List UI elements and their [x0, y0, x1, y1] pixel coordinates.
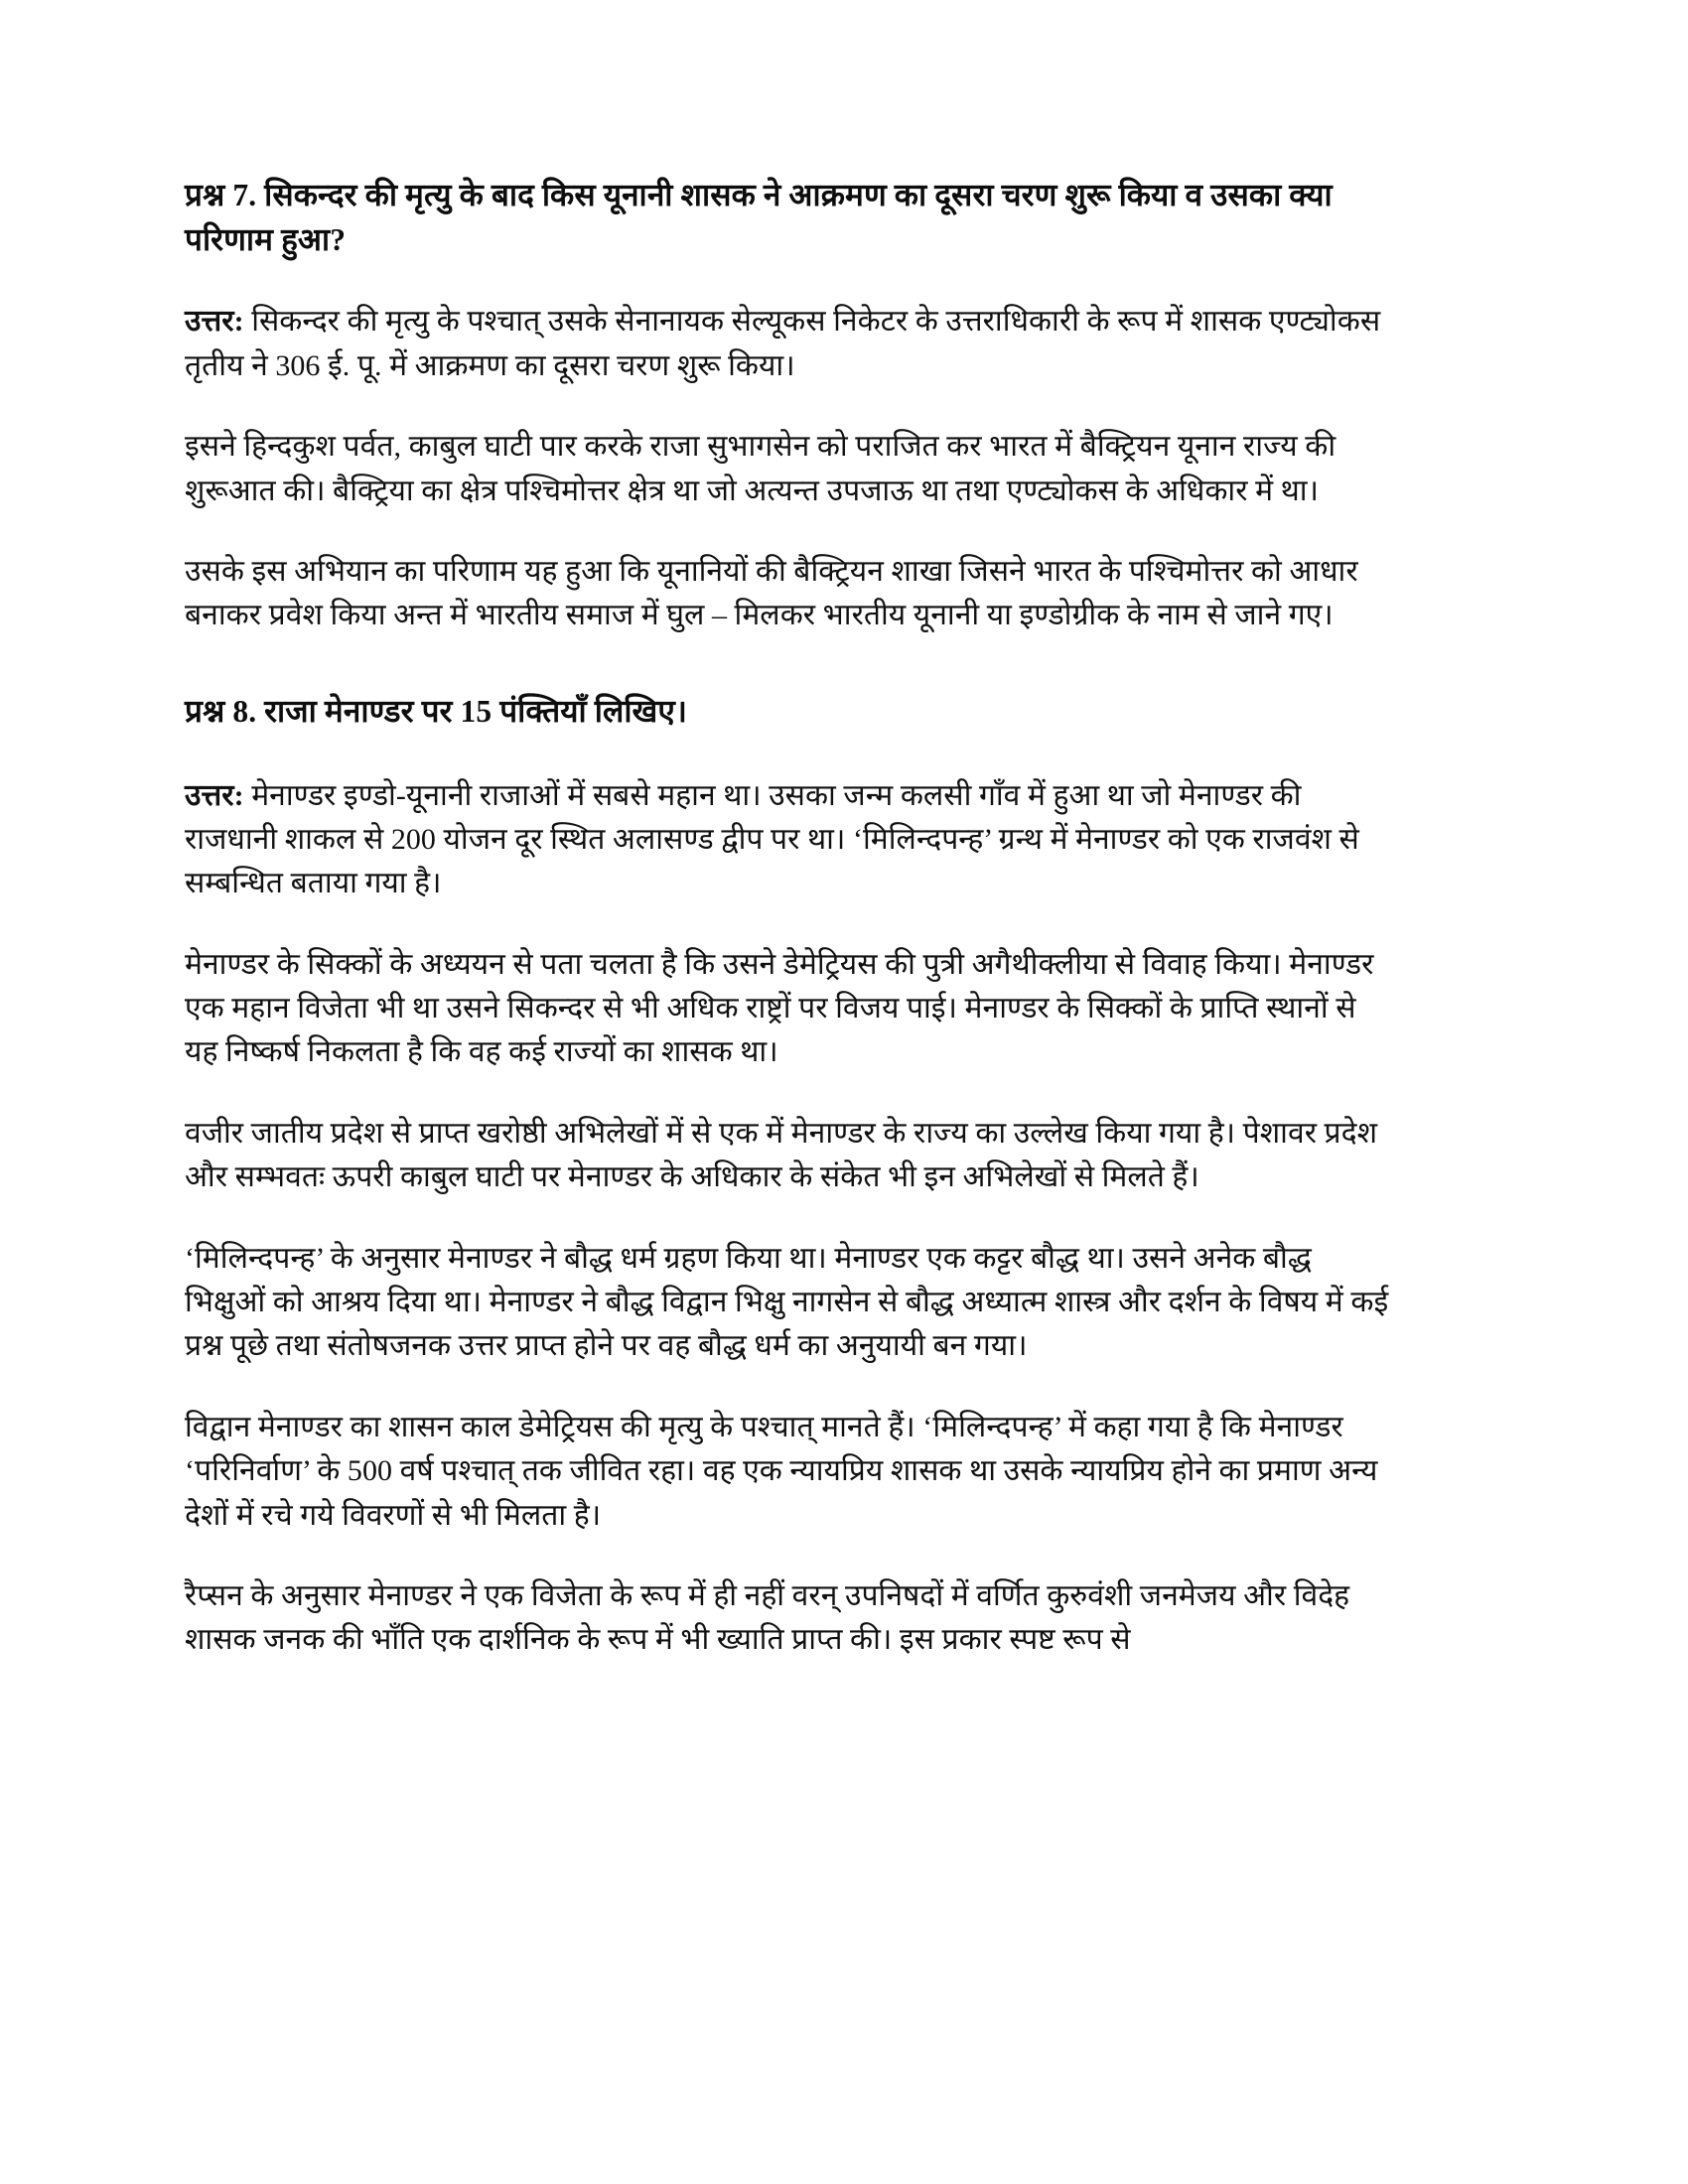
question-8-answer-text-1: मेनाण्डर इण्डो-यूनानी राजाओं में सबसे महान था। उसका जन्म कलसी गाँव में हुआ था जो मेनाण्डर की राजधानी शाकल से 200 योजन दूर स्थित अलासण्ड द्वीप पर था। ‘मिलिन्दपन्ह’ ग्रन्थ में मेनाण्डर को एक राजवंश से सम्बन्धित बताया गया है। [185, 778, 1359, 900]
question-7-answer-paragraph-1 [185, 300, 1391, 388]
question-8-answer-paragraph-4: ‘मिलिन्दपन्ह’ के अनुसार मेनाण्डर ने बौद्ध धर्म ग्रहण किया था। मेनाण्डर एक कट्टर बौद्ध था। उसने अनेक बौद्ध भिक्षुओं को आश्रय दिया था। मेनाण्डर ने बौद्ध विद्वान भिक्षु नागसेन से बौद्ध अध्यात्म शास्त्र और दर्शन के विषय में कई प्रश्न पूछे तथा संतोषजनक उत्तर प्राप्त होने पर वह बौद्ध धर्म का अनुयायी बन गया। [185, 1241, 1389, 1363]
question-7-heading: प्रश्न 7. सिकन्दर की मृत्यु के बाद किस यूनानी शासक ने आक्रमण का दूसरा चरण शुरू किया व उसका क्या परिणाम हुआ? [185, 178, 1333, 257]
question-8-answer-paragraph-3: वजीर जातीय प्रदेश से प्राप्त खरोष्ठी अभिलेखों में से एक में मेनाण्डर के राज्य का उल्लेख किया गया है। पेशावर प्रदेश और सम्भवतः ऊपरी काबुल घाटी पर मेनाण्डर के अधिकार के संकेत भी इन अभिलेखों से मिलते हैं। [185, 1116, 1378, 1194]
answer-label-q8: उत्तर: [185, 778, 244, 812]
question-7-answer-paragraph-3: उसके इस अभियान का परिणाम यह हुआ कि यूनानियों की बैक्ट्रियन शाखा जिसने भारत के पश्चिमोत्तर को आधार बनाकर प्रवेश किया अन्त में भारतीय समाज में घुल – मिलकर भारतीय यूनानी या इण्डोग्रीक के नाम से जाने गए। [185, 555, 1358, 632]
document-body [185, 174, 1391, 1663]
answer-label-q7: उत्तर: [185, 305, 244, 339]
question-8-answer-paragraph-5: विद्वान मेनाण्डर का शासन काल डेमेट्रियस की मृत्यु के पश्चात् मानते हैं। ‘मिलिन्दपन्ह’ में कहा गया है कि मेनाण्डर ‘परिनिर्वाण’ के 500 वर्ष पश्चात् तक जीवित रहा। वह एक न्यायप्रिय शासक था उसके न्यायप्रिय होने का प्रमाण अन्य देशों में रचे गये विवरणों से भी मिलता है। [185, 1410, 1378, 1532]
question-8-heading: प्रश्न 8. राजा मेनाण्डर पर 15 पंक्तियाँ लिखिए। [185, 693, 687, 729]
question-7-answer-paragraph-2: इसने हिन्दकुश पर्वत, काबुल घाटी पार करके राजा सुभागसेन को पराजित कर भारत में बैक्ट्रियन यूनान राज्य की शुरूआत की। बैक्ट्रिया का क्षेत्र पश्चिमोत्तर क्षेत्र था जो अत्यन्त उपजाऊ था तथा एण्ट्योकस के अधिकार में था। [185, 430, 1336, 507]
question-8-answer-paragraph-6: रैप्सन के अनुसार मेनाण्डर ने एक विजेता के रूप में ही नहीं वरन् उपनिषदों में वर्णित कुरुवंशी जनमेजय और विदेह शासक जनक की भाँति एक दार्शनिक के रूप में भी ख्याति प्राप्त की। इस प्रकार स्पष्ट रूप से [185, 1578, 1350, 1657]
question-8-answer-paragraph-2: मेनाण्डर के सिक्कों के अध्ययन से पता चलता है कि उसने डेमेट्रियस की पुत्री अगैथीक्लीया से विवाह किया। मेनाण्डर एक महान विजेता भी था उसने सिकन्दर से भी अधिक राष्ट्रों पर विजय पाई। मेनाण्डर के सिक्कों के प्राप्ति स्थानों से यह निष्कर्ष निकलता है कि वह कई राज्यों का शासक था। [185, 947, 1374, 1069]
question-7-answer-text-1: सिकन्दर की मृत्यु के पश्चात् उसके सेनानायक सेल्यूकस निकेटर के उत्तराधिकारी के रूप में शासक एण्ट्योकस तृतीय ने 306 ई. पू. में आक्रमण का दूसरा चरण शुरू किया। [185, 305, 1381, 382]
question-8-answer-paragraph-1 [185, 774, 1391, 906]
